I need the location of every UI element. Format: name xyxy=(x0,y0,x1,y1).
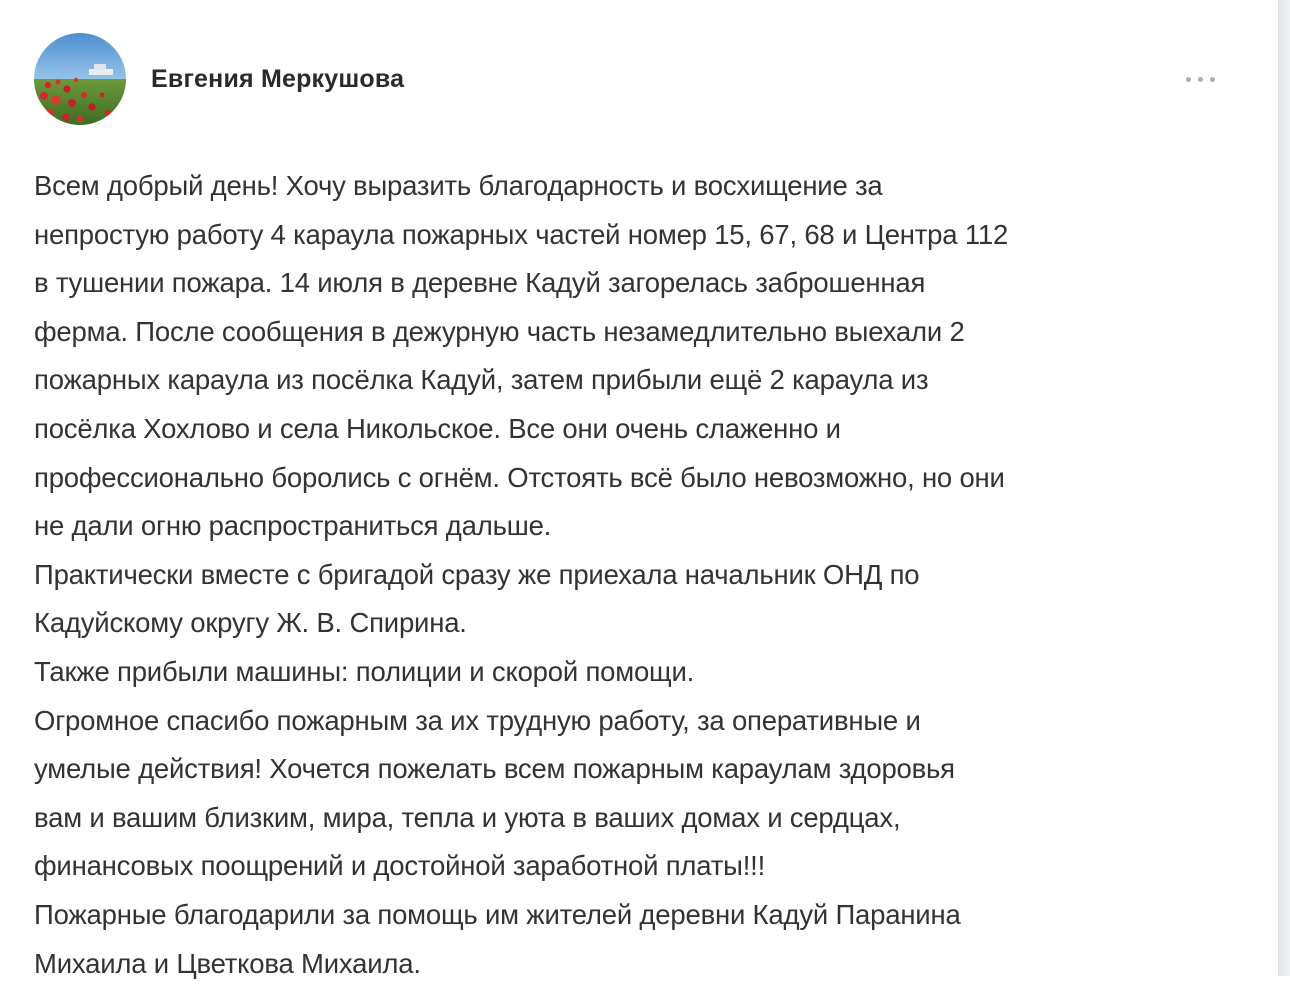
post-text-line: профессионально боролись с огнём. Отстоять всё было невозможно, но они xyxy=(34,454,1249,503)
post-text-line: вам и вашим близким, мира, тепла и уюта в ваших домах и сердцах, xyxy=(34,794,1249,843)
scroll-edge xyxy=(1278,0,1290,976)
post-text-line: Кадуйскому округу Ж. В. Спирина. xyxy=(34,599,1249,648)
post-text-line: Также прибыли машины: полиции и скорой помощи. xyxy=(34,648,1249,697)
more-dots-icon[interactable] xyxy=(1184,69,1218,89)
post-header xyxy=(34,33,1234,127)
post-text-line: непростую работу 4 караула пожарных частей номер 15, 67, 68 и Центра 112 xyxy=(34,211,1249,260)
post-text-line: пожарных караула из посёлка Кадуй, затем прибыли ещё 2 караула из xyxy=(34,356,1249,405)
post-text-line: Практически вместе с бригадой сразу же приехала начальник ОНД по xyxy=(34,551,1249,600)
post-text-line: ферма. После сообщения в дежурную часть незамедлительно выехали 2 xyxy=(34,308,1249,357)
post-text-line: умелые действия! Хочется пожелать всем пожарным караулам здоровья xyxy=(34,745,1249,794)
post-text-line: Пожарные благодарили за помощь им жителей деревни Кадуй Паранина xyxy=(34,891,1249,940)
post-text xyxy=(34,162,1249,988)
post-text-line: в тушении пожара. 14 июля в деревне Кадуй загорелась заброшенная xyxy=(34,259,1249,308)
avatar-poppies-photo xyxy=(34,33,126,125)
author-avatar[interactable] xyxy=(34,33,126,125)
post-text-line: не дали огню распространиться дальше. xyxy=(34,502,1249,551)
post-text-line: Огромное спасибо пожарным за их трудную работу, за оперативные и xyxy=(34,697,1249,746)
post-text-line: финансовых поощрений и достойной заработной платы!!! xyxy=(34,842,1249,891)
post-text-line: посёлка Хохлово и села Никольское. Все они очень слаженно и xyxy=(34,405,1249,454)
post-text-line: Всем добрый день! Хочу выразить благодарность и восхищение за xyxy=(34,162,1249,211)
author-name[interactable]: Евгения Меркушова xyxy=(151,65,404,94)
post-text-line: Михаила и Цветкова Михаила. xyxy=(34,940,1249,988)
